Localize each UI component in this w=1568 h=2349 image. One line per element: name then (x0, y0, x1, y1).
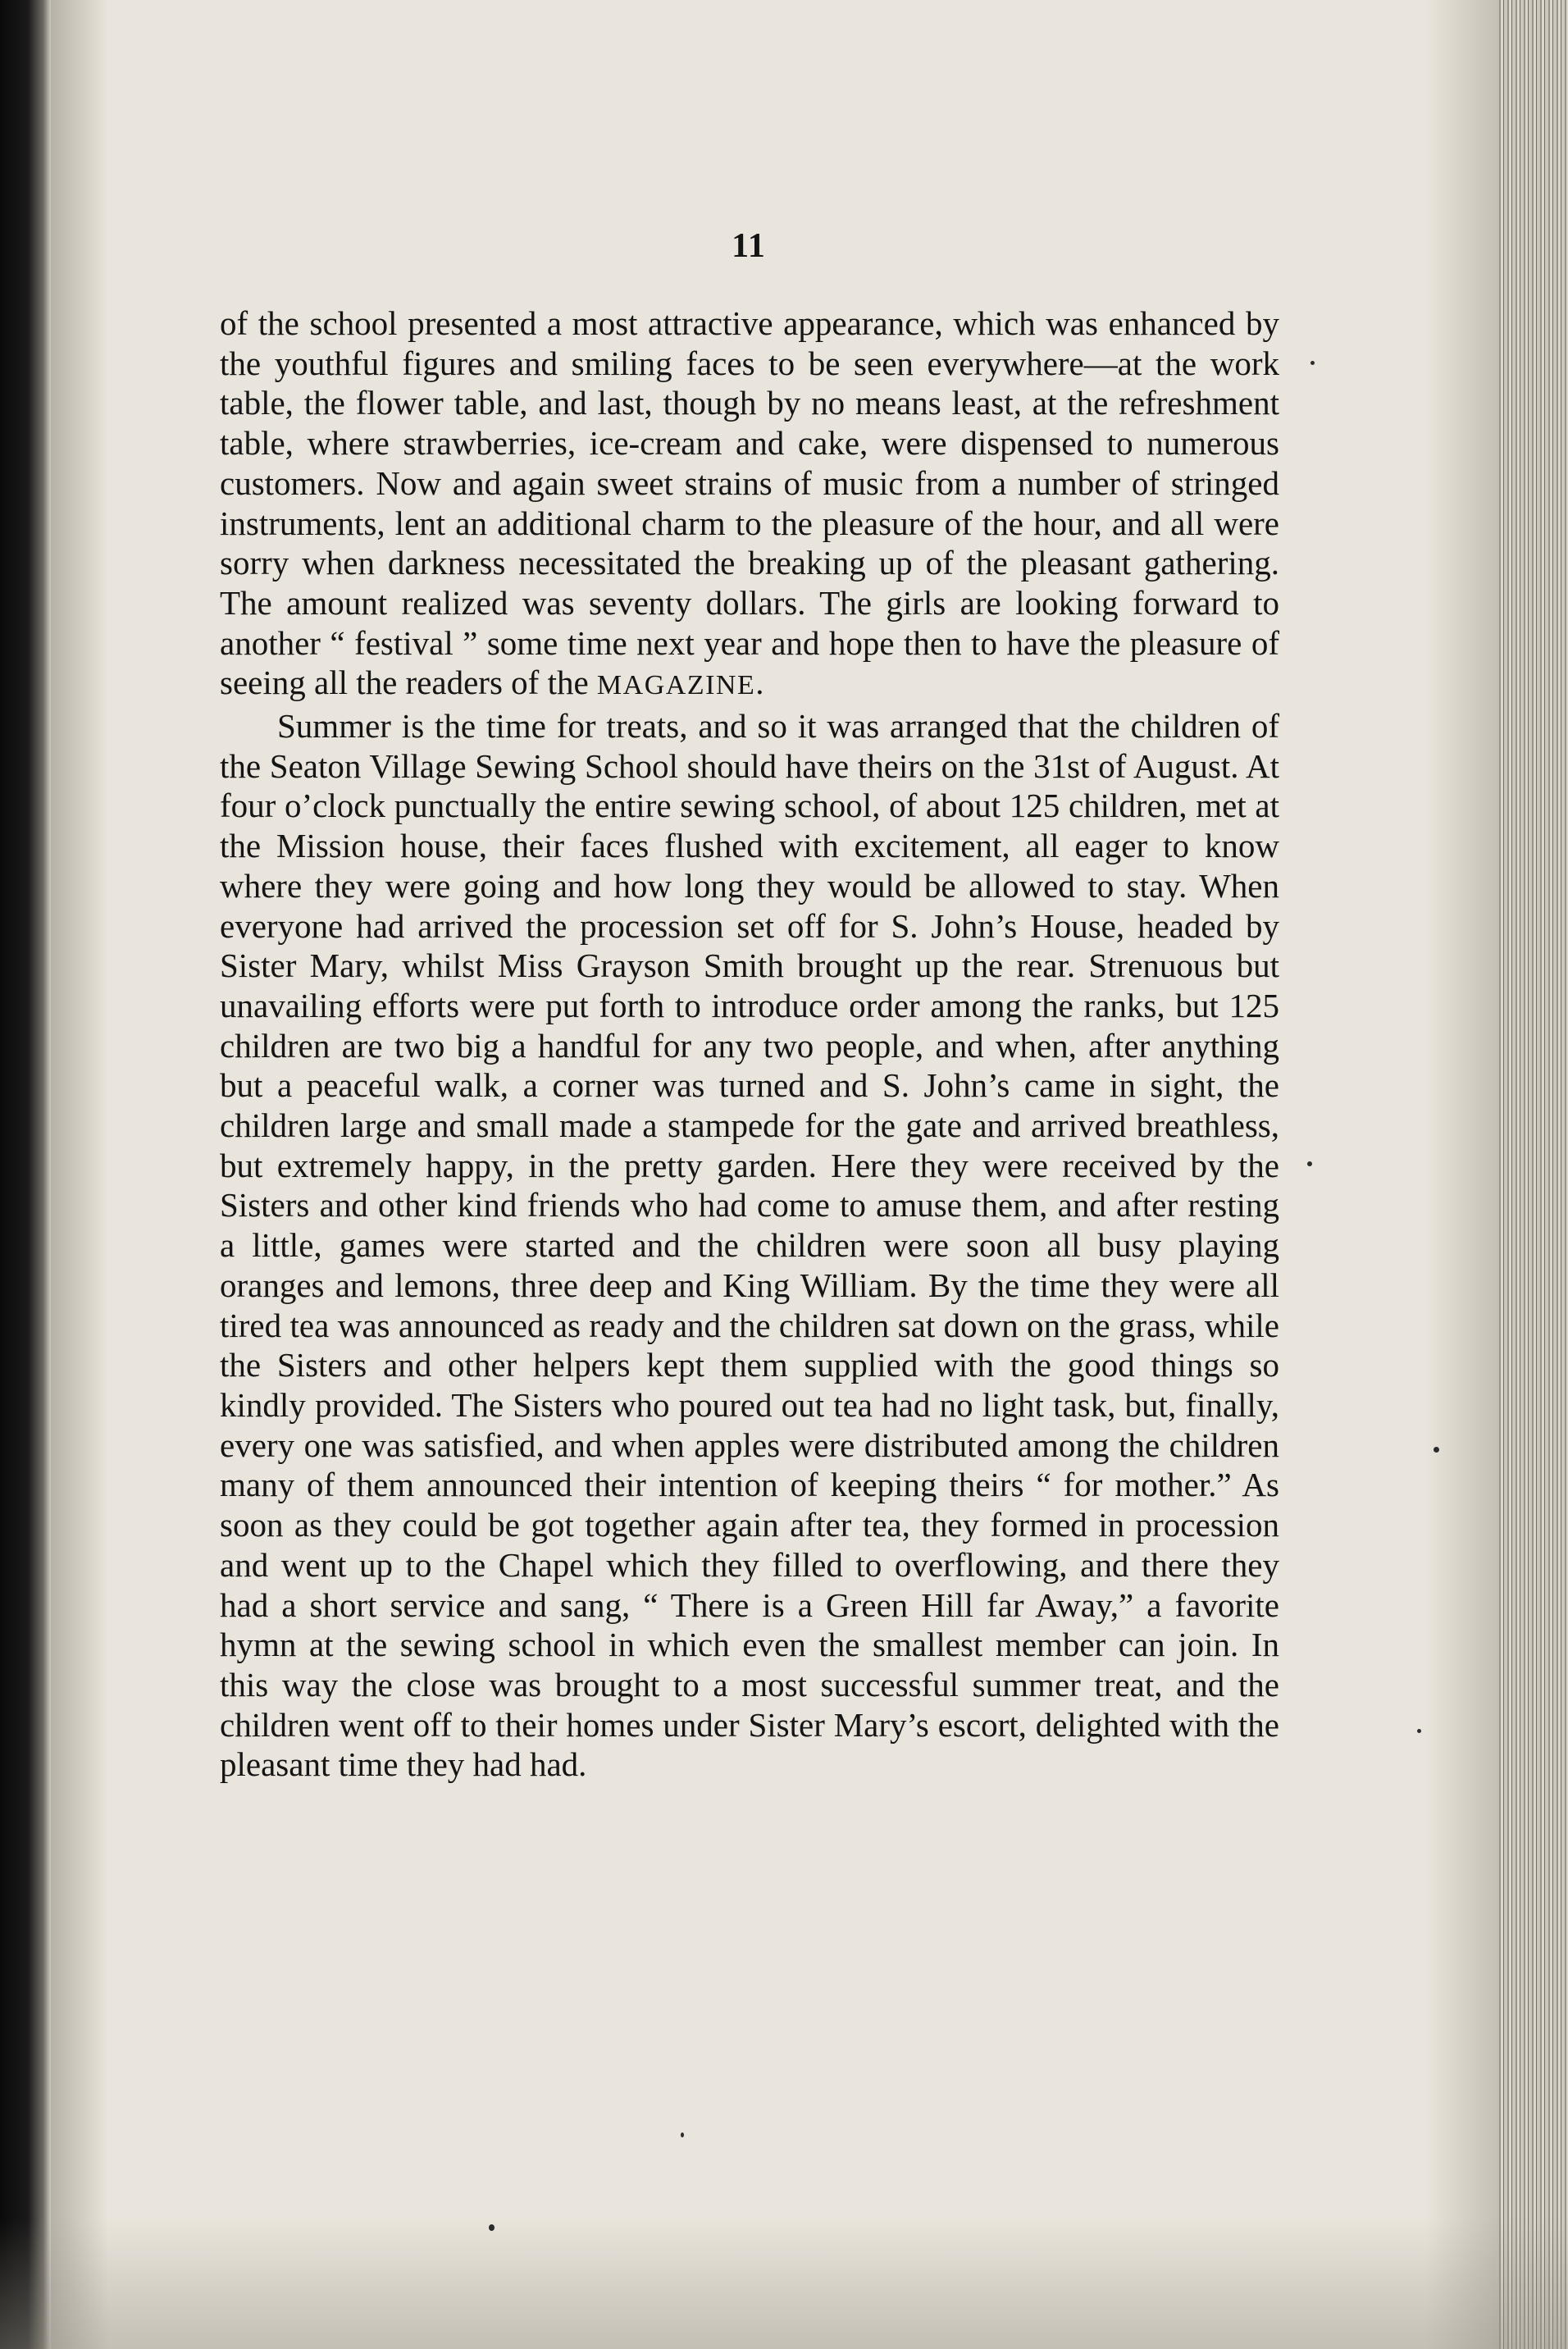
ink-speck (681, 2132, 684, 2137)
paragraph-summer-treat: Summer is the time for treats, and so it was arranged that the children of the Seaton Village Sewing School should have theirs on the 31st of August. At four o’clock punctually the entire sewing school, of about 125 children, met at the Mission house, their faces flushed with excitement, all eager to know where they were going and how long they would be allowed to stay. When everyone had arrived the procession set off for S. John’s House, headed by Sister Mary, whilst Miss Grayson Smith brought up the rear. Strenuous but unavailing efforts were put forth to introduce order among the ranks, but 125 children are two big a handful for any two people, and when, after anything but a peaceful walk, a corner was turned and S. John’s came in sight, the children large and small made a stampede for the gate and arrived breathless, but extremely happy, in the pretty garden. Here they were received by the Sisters and other kind friends who had come to amuse them, and after resting a little, games were started and the children were soon all busy playing oranges and lemons, three deep and King William. By the time they were all tired tea was announced as ready and the children sat down on the grass, while the Sisters and other helpers kept them supplied with the good things so kindly provided. The Sisters who poured out tea had no light task, but, finally, every one was satisfied, and when apples were distributed among the children many of them announced their intention of keeping theirs “ for mother.” As soon as they could be got together again after tea, they formed in procession and went up to the Chapel which they filled to overflowing, and there they had a short service and sang, “ There is a Green Hill far Away,” a favorite hymn at the sewing school in which even the smallest member can join. In this way the close was brought to a most successful summer treat, and the children went off to their homes under Sister Mary’s escort, delighted with the pleasant time they had had. (220, 707, 1279, 1784)
paragraph-festival-end: . (755, 664, 764, 702)
ink-speck (1310, 361, 1315, 365)
ink-speck (1307, 1161, 1312, 1166)
ink-speck (1417, 1729, 1421, 1733)
ink-speck (489, 2224, 495, 2231)
paragraph-festival-text: of the school presented a most attractive appearance, which was enhanced by the youthful figures and smiling faces to be seen everywhere—at the work table, the flower table, and last, though by no means least, at the refreshment table, where strawberries, ice-cream and cake, were dispensed to numerous customers. Now and again sweet strains of music from a number of stringed instruments, lent an additional charm to the pleasure of the hour, and all were sorry when darkness necessitated the breaking up of the pleasant gathering. The amount realized was seventy dollars. The girls are looking forward to another “ festival ” some time next year and hope then to have the pleasure of seeing all the readers of the (220, 304, 1279, 702)
magazine-smallcaps: MAGAZINE (596, 670, 756, 701)
page-gutter-shade (51, 0, 108, 2349)
page-right-shade (1425, 0, 1499, 2349)
body-text (220, 303, 1279, 1785)
page-number: 11 (732, 227, 766, 265)
page-binding-shadow (0, 0, 51, 2349)
page-edge-stack (1499, 0, 1568, 2349)
ink-speck (1434, 1447, 1439, 1453)
page-bottom-shade (0, 2218, 1568, 2349)
paragraph-festival (220, 303, 1279, 706)
